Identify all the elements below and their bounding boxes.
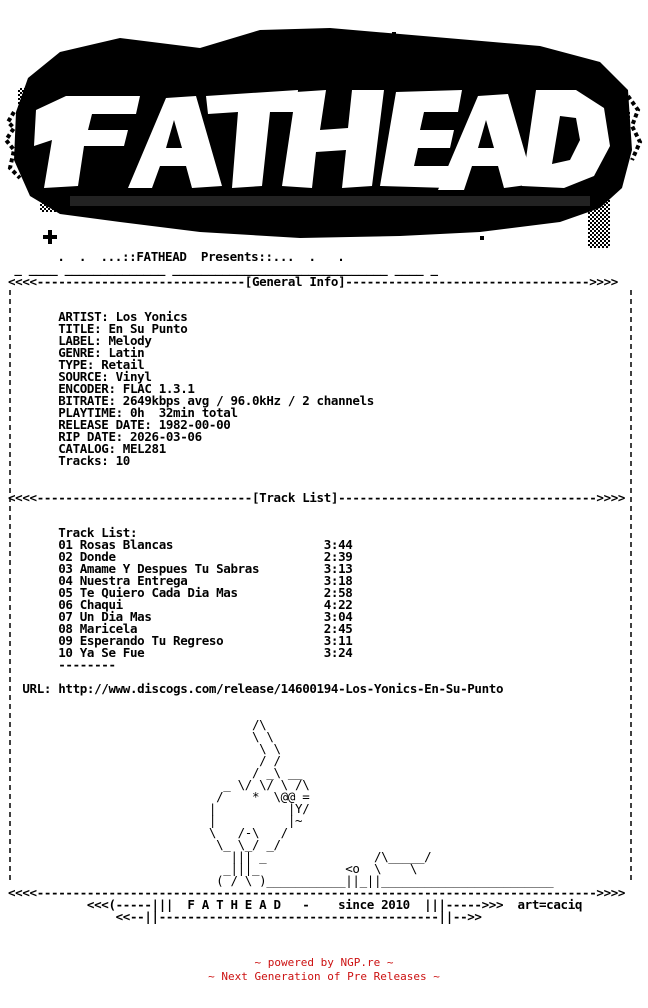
discogs-url-line: URL: http://www.discogs.com/release/14600194-Los-Yonics-En-Su-Punto bbox=[8, 681, 504, 696]
art-line: ( / \ )___________||_||________________________ bbox=[8, 873, 554, 888]
track-row: 09 Esperando Tu Regreso 3:11 bbox=[8, 633, 353, 648]
info-genre: GENRE: Latin bbox=[8, 345, 145, 360]
track-row: 06 Chaqui 4:22 bbox=[8, 597, 353, 612]
info-encoder: ENCODER: FLAC 1.3.1 bbox=[8, 381, 195, 396]
general-info-divider: <<<<-----------------------------[General Info]---------------------------------->>>> bbox=[8, 274, 618, 289]
art-line: ||| _ /\_____/ bbox=[8, 849, 432, 864]
track-list-divider: <<<<------------------------------[Track List]------------------------------------>>>> bbox=[8, 490, 626, 505]
art-line: \ /-\ / bbox=[8, 825, 288, 840]
track-row: 04 Nuestra Entrega 3:18 bbox=[8, 573, 353, 588]
info-title: TITLE: En Su Punto bbox=[8, 321, 188, 336]
presents-line: . . ...::FATHEAD Presents::... . . bbox=[0, 249, 345, 264]
art-line: / _\ __ bbox=[8, 765, 303, 780]
bottom-divider: <<<<------------------------------------------------------------------------------>>>> bbox=[8, 885, 626, 900]
track-row: 02 Donde 2:39 bbox=[8, 549, 353, 564]
info-tracks: Tracks: 10 bbox=[8, 453, 130, 468]
info-catalog: CATALOG: MEL281 bbox=[8, 441, 166, 456]
track-row: 01 Rosas Blancas 3:44 bbox=[8, 537, 353, 552]
art-line: | |~ bbox=[8, 813, 303, 828]
info-playtime: PLAYTIME: 0h 32min total bbox=[8, 405, 238, 420]
art-line: /\ bbox=[8, 717, 267, 732]
track-row: 05 Te Quiero Cada Dia Mas 2:58 bbox=[8, 585, 353, 600]
info-artist: ARTIST: Los Yonics bbox=[8, 309, 188, 324]
track-row: 10 Ya Se Fue 3:24 bbox=[8, 645, 353, 660]
info-rip-date: RIP DATE: 2026-03-06 bbox=[8, 429, 202, 444]
info-release-date: RELEASE DATE: 1982-00-00 bbox=[8, 417, 231, 432]
footer-powered-by: ~ powered by NGP.re ~ bbox=[254, 956, 394, 969]
art-line: \_ \_/ _/ bbox=[8, 837, 281, 852]
fathead-since-banner: <<<(-----||| F A T H E A D - since 2010 |||----->>> art=caciq bbox=[8, 897, 583, 912]
info-bitrate: BITRATE: 2649kbps avg / 96.0kHz / 2 channels bbox=[8, 393, 374, 408]
track-list-end-rule: -------- bbox=[8, 657, 116, 672]
track-list-heading: Track List: bbox=[8, 525, 138, 540]
art-line: \ \ bbox=[8, 741, 281, 756]
banner-underline: <<--||---------------------------------------||-->> bbox=[8, 909, 482, 924]
footer-tagline: ~ Next Generation of Pre Releases ~ bbox=[208, 970, 440, 983]
art-line: / * \@@ = bbox=[8, 789, 310, 804]
art-line: _ \/ \/ \ /\ bbox=[8, 777, 310, 792]
info-type: TYPE: Retail bbox=[8, 357, 145, 372]
track-row: 03 Amame Y Despues Tu Sabras 3:13 bbox=[8, 561, 353, 576]
art-line: _|||_ <o \ \ bbox=[8, 861, 418, 876]
info-label: LABEL: Melody bbox=[8, 333, 152, 348]
info-source: SOURCE: Vinyl bbox=[8, 369, 152, 384]
track-row: 08 Maricela 2:45 bbox=[8, 621, 353, 636]
track-row: 07 Un Dia Mas 3:04 bbox=[8, 609, 353, 624]
header-underline: _ ____ ______________ ______________________________ ____ _ bbox=[0, 261, 438, 276]
art-line: | |Y/ bbox=[8, 801, 310, 816]
art-line: \ \ bbox=[8, 729, 274, 744]
art-line: / / bbox=[8, 753, 281, 768]
